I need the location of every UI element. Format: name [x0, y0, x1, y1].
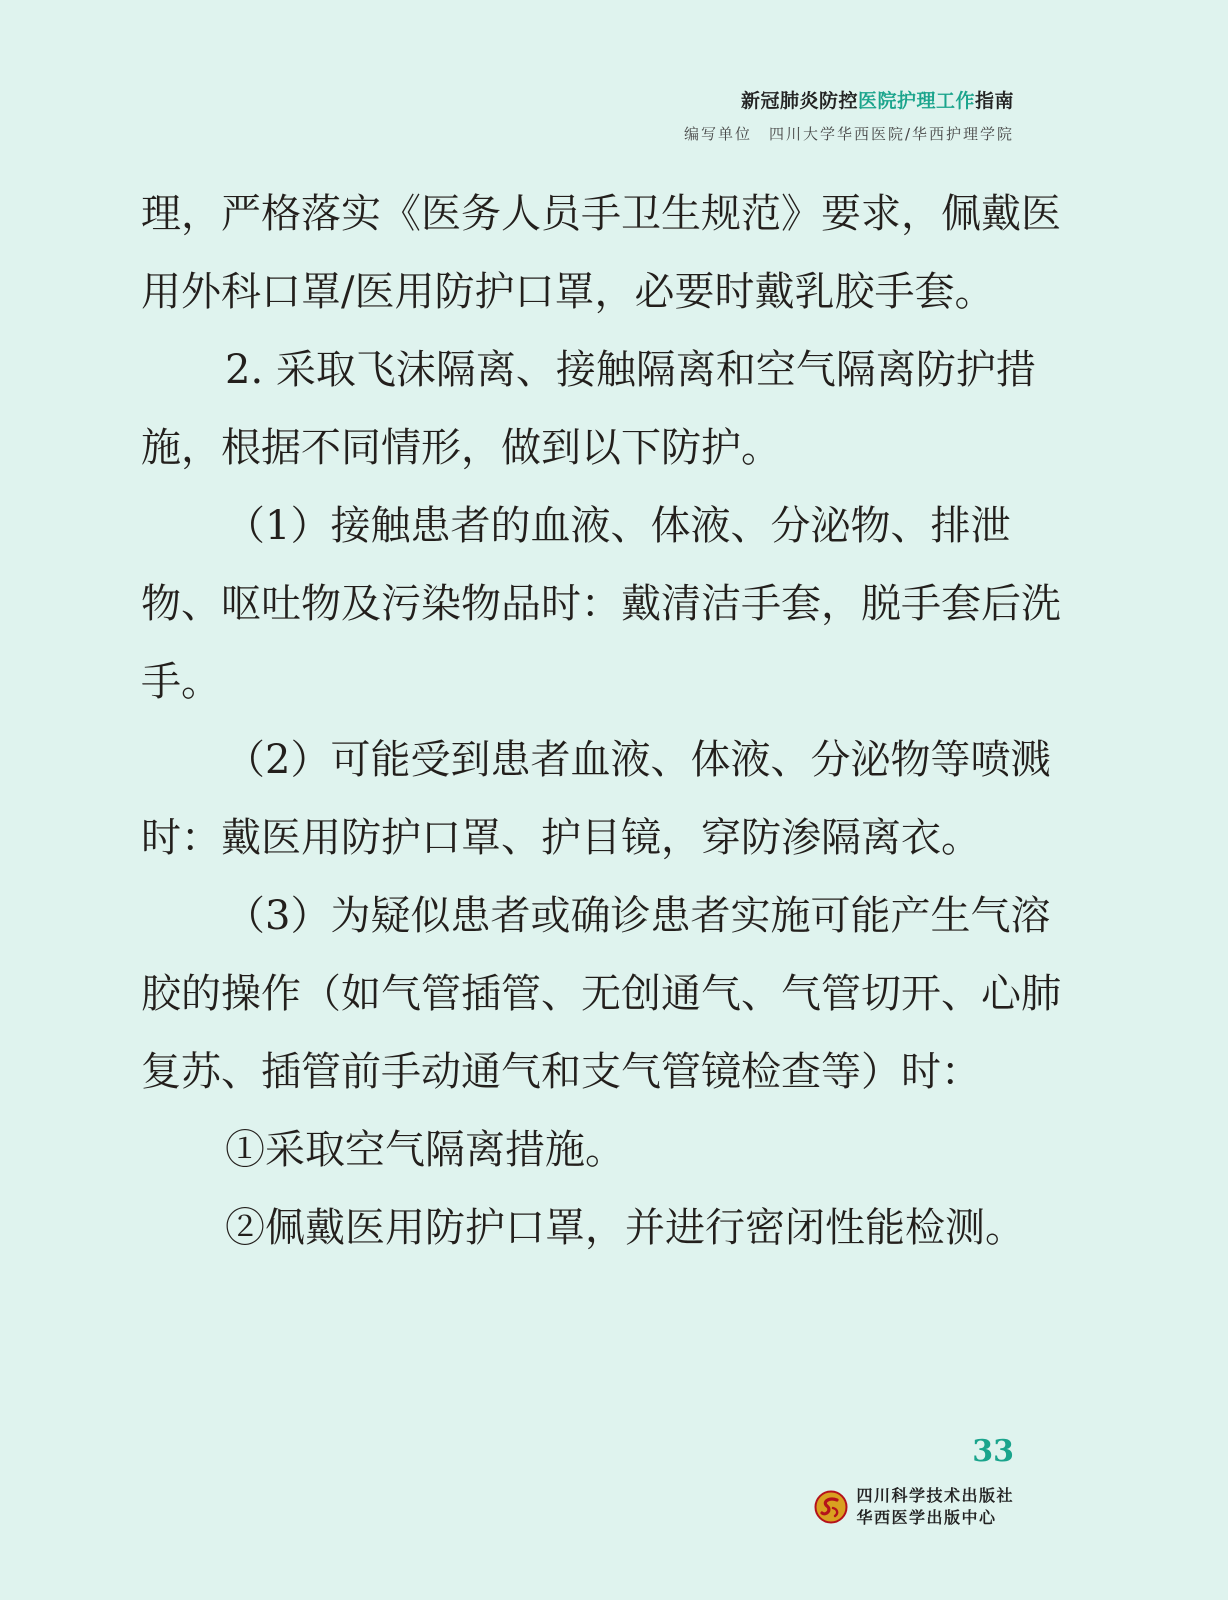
page-number: 33 — [972, 1434, 1014, 1469]
paragraph-1: 理，严格落实《医务人员手卫生规范》要求，佩戴医用外科口罩/医用防护口罩，必要时戴乳胶手套。 — [141, 191, 1061, 315]
book-title-accent: 医院护理工作 — [857, 90, 975, 112]
publisher-block — [814, 1485, 1014, 1529]
book-title-prefix: 新冠肺炎防控 — [740, 90, 858, 112]
paragraph-6: ①采取空气隔离措施。 — [225, 1127, 625, 1173]
paragraph-3: （1）接触患者的血液、体液、分泌物、排泄物、呕吐物及污染物品时：戴清洁手套，脱手套后洗手。 — [141, 503, 1061, 705]
running-header — [684, 86, 1014, 144]
book-title-suffix: 指南 — [974, 90, 1014, 112]
publisher-names — [856, 1485, 1014, 1529]
paragraph-4: （2）可能受到患者血液、体液、分泌物等喷溅时：戴医用防护口罩、护目镜，穿防渗隔离衣。 — [141, 737, 1051, 861]
author-unit: 编写单位 四川大学华西医院/华西护理学院 — [683, 125, 1014, 143]
paragraph-7: ②佩戴医用防护口罩，并进行密闭性能检测。 — [225, 1205, 1025, 1251]
publisher-logo-icon — [814, 1490, 848, 1524]
publisher-name-1: 四川科学技术出版社 — [856, 1486, 1014, 1505]
publisher-name-2: 华西医学出版中心 — [856, 1508, 997, 1527]
book-title — [684, 86, 1014, 113]
paragraph-5: （3）为疑似患者或确诊患者实施可能产生气溶胶的操作（如气管插管、无创通气、气管切开、心肺复苏、插管前手动通气和支气管镜检查等）时： — [141, 893, 1061, 1095]
main-text — [141, 175, 1081, 1267]
paragraph-2: 2. 采取飞沫隔离、接触隔离和空气隔离防护措施，根据不同情形，做到以下防护。 — [141, 347, 1036, 471]
